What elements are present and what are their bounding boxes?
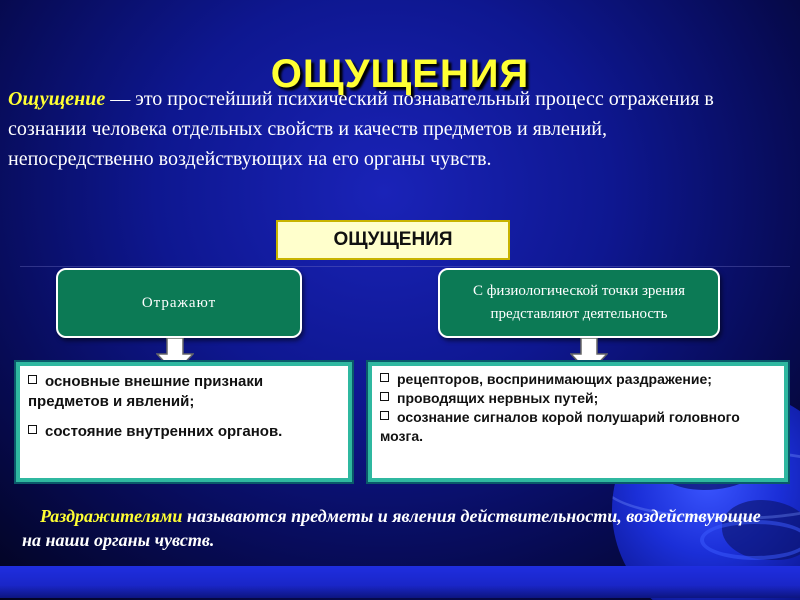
square-bullet-icon — [28, 375, 37, 384]
left-list-box — [16, 362, 352, 482]
square-bullet-icon — [380, 373, 389, 382]
left-branch-box — [56, 268, 302, 338]
footer-band — [0, 566, 800, 598]
list-item: основные внешние признаки предметов и явлений; — [28, 373, 264, 410]
slide-title: ОЩУЩЕНИЯ — [270, 52, 530, 96]
square-bullet-icon — [28, 425, 37, 434]
right-branch-label: С физиологической точки зрения представляют деятельность — [472, 283, 686, 322]
square-bullet-icon — [380, 411, 389, 420]
list-item: состояние внутренних органов. — [28, 422, 340, 442]
definition-term: Ощущение — [8, 88, 106, 110]
bottom-text: называются предметы и явления действительности, воздействующие на наши органы чувств. — [22, 506, 761, 550]
list-item: осознание сигналов корой полушарий головного мозга. — [380, 409, 740, 444]
definition-text: — это простейший психический познавательный процесс отражения в сознании человека отдельных свойств и качеств предметов и явлений, непосредственно воздействующих на его органы чувств. — [8, 88, 714, 170]
list-item: проводящих нервных путей; — [380, 389, 776, 408]
definition-paragraph — [8, 84, 728, 174]
square-bullet-icon — [380, 392, 389, 401]
divider — [20, 266, 790, 267]
left-branch-label: Отражают — [141, 294, 217, 311]
right-list-box — [368, 362, 788, 482]
center-concept-box: ОЩУЩЕНИЯ — [276, 220, 510, 260]
right-branch-box — [438, 268, 720, 338]
list-item: рецепторов, воспринимающих раздражение; — [380, 370, 776, 389]
bottom-definition — [22, 504, 782, 552]
bottom-term: Раздражителями — [40, 506, 183, 526]
